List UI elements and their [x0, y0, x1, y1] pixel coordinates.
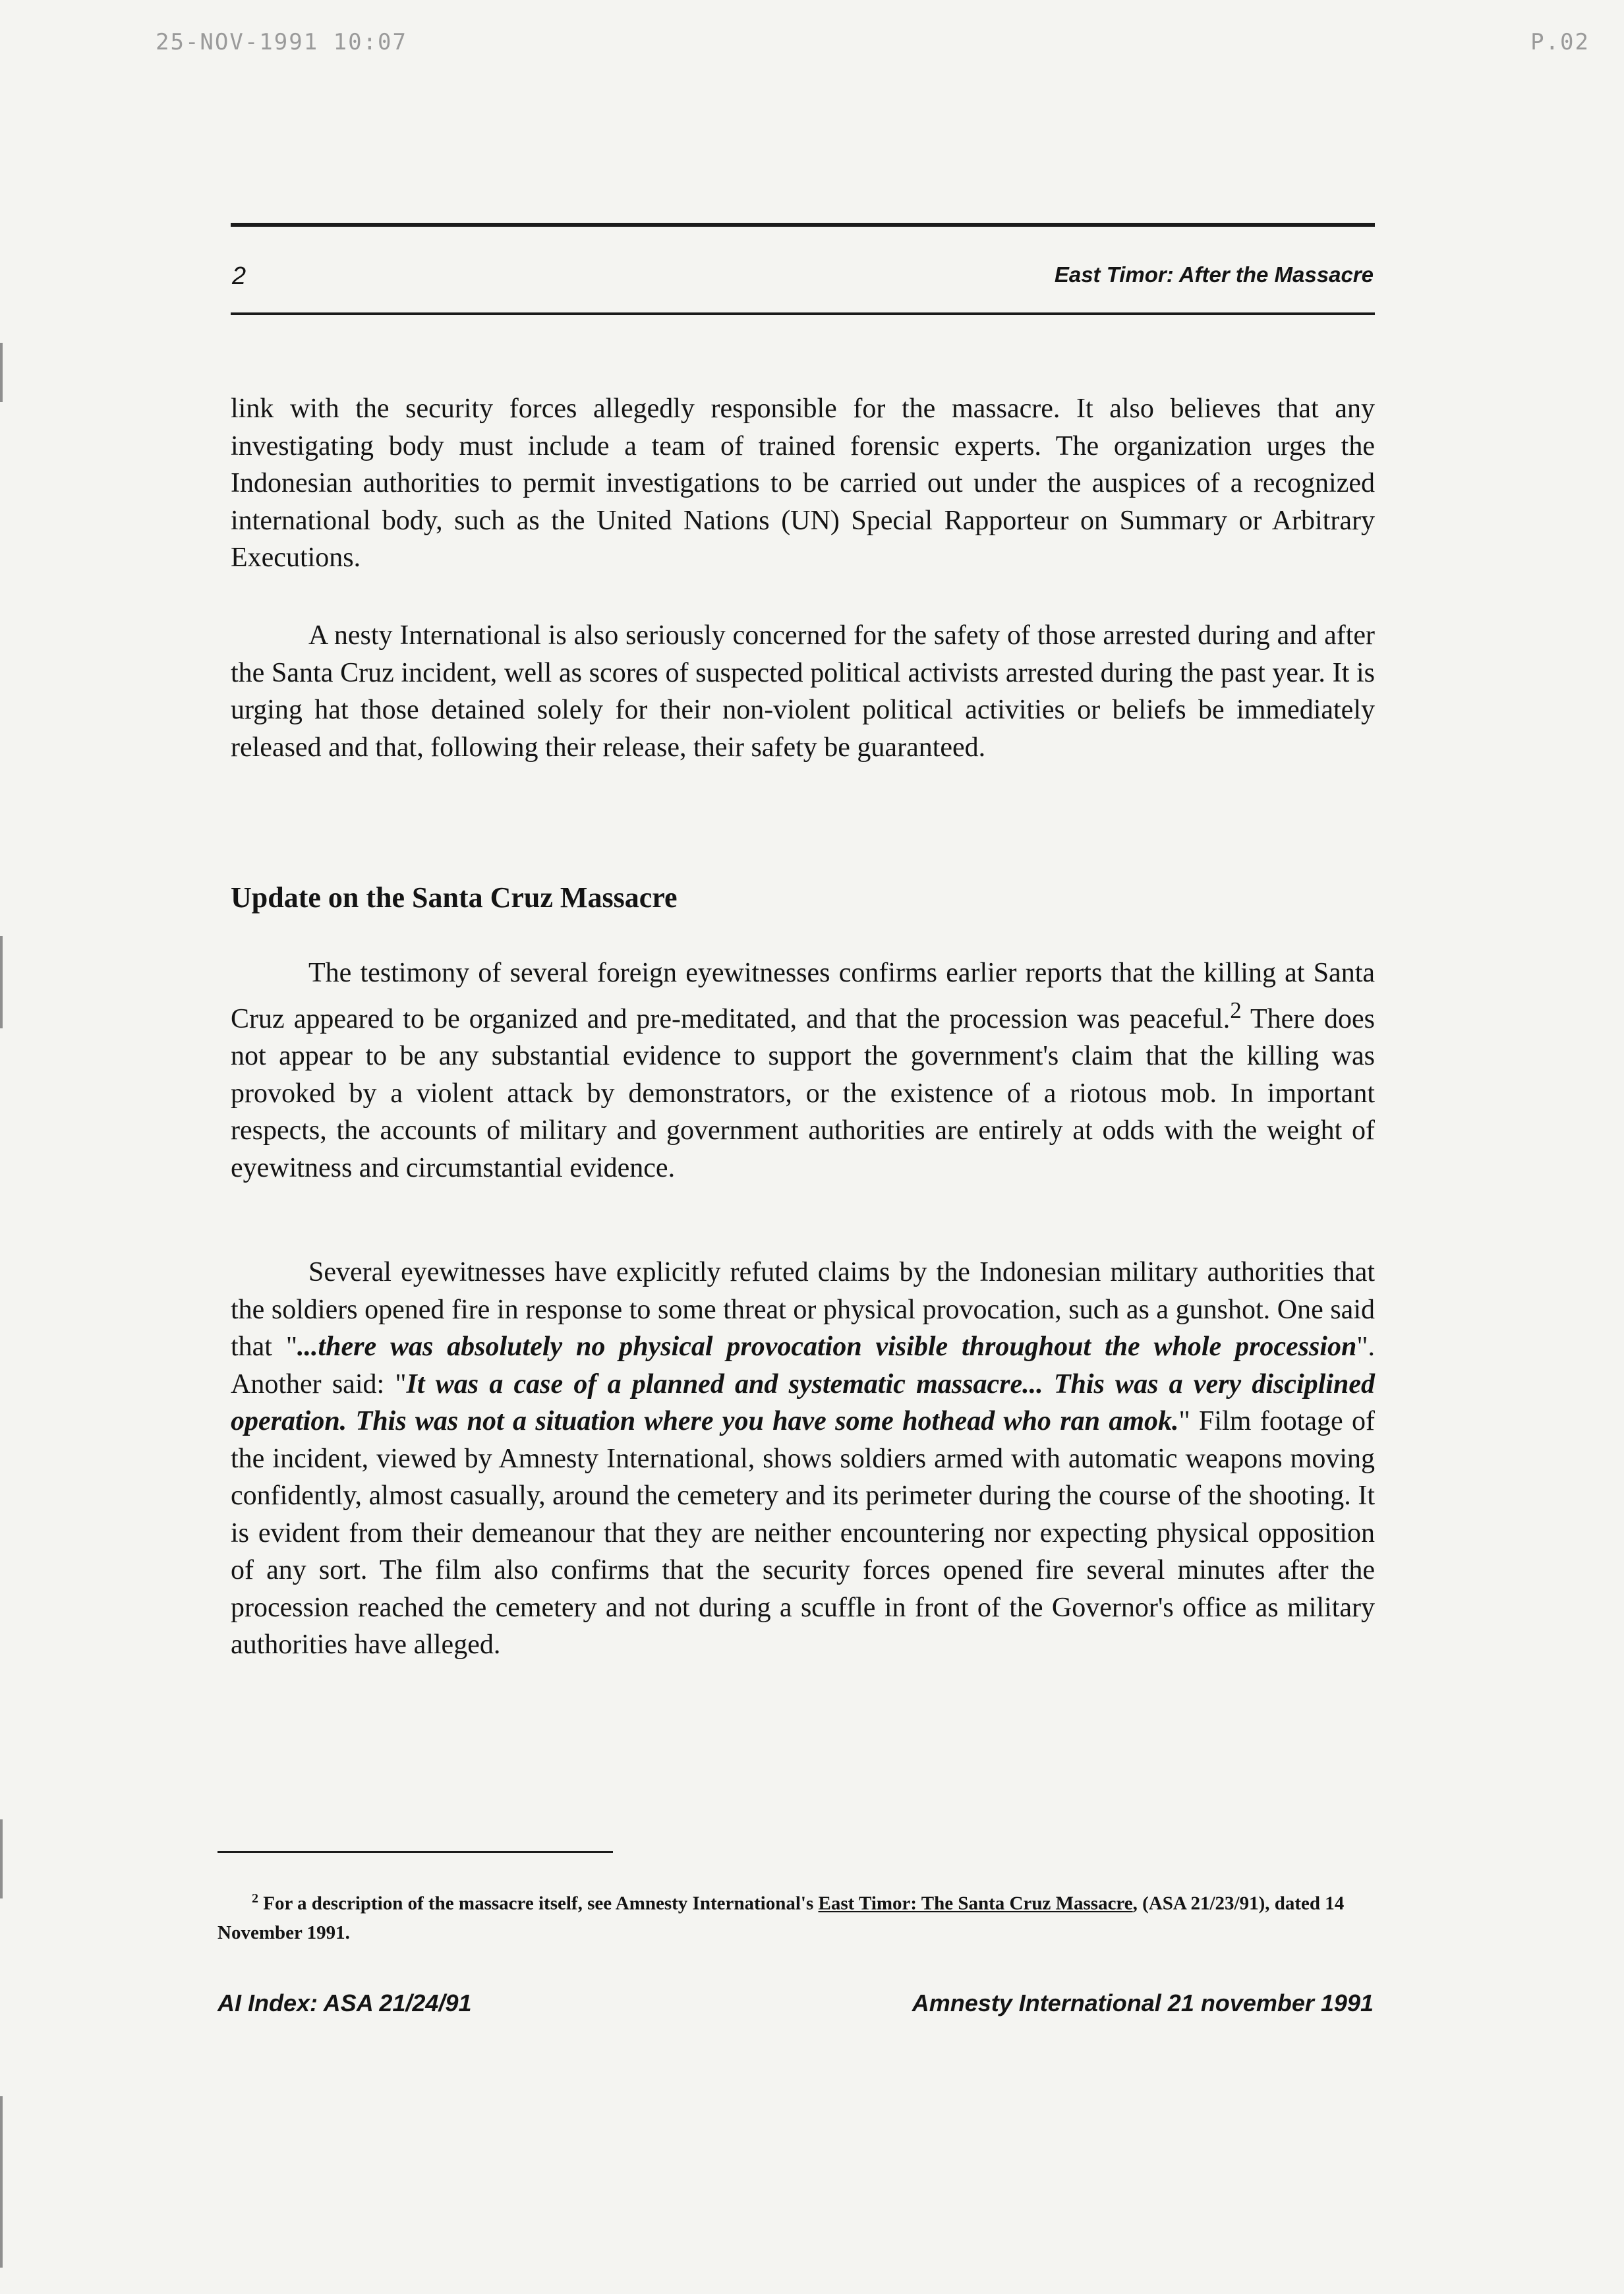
page-number: 2 [232, 262, 246, 290]
paragraph-2: A nesty International is also seriously concerned for the safety of those arrested during and after the Santa Cruz incident, well as scores of suspected political activists arrested during the past year. It is urging hat those detained solely for their non-violent political activities or beliefs be immediately released and that, following their release, their safety be guaranteed. [231, 620, 1375, 763]
paragraph-2-block [231, 617, 1375, 766]
paragraph-3-text-a: The testimony of several foreign eyewitnesses confirms earlier reports that the killing at Santa Cruz appeared to be organized and pre-meditated, and that the procession was peaceful. [231, 958, 1375, 1034]
fax-page-code: P.02 [1530, 29, 1590, 55]
paragraph-4-block [231, 1254, 1375, 1664]
paragraph-3-block [231, 955, 1375, 1187]
paragraph-1-block [231, 390, 1375, 577]
footnote-text-a: For a description of the massacre itself, see Amnesty International's [258, 1893, 819, 1914]
scan-margin-mark [0, 1819, 3, 1898]
footnote-marker: 2 [252, 1891, 258, 1906]
paragraph-3-text-b: There does not appear to be any substantial evidence to support the government's claim that the killing was provoked by a violent attack by demonstrators, or the existence of a riotous mob. In important respects, the accounts of military and government authorities are entirely at odds with the weight of eyewitness and circumstantial evidence. [231, 1003, 1376, 1183]
footnote-reference: 2 [1230, 997, 1242, 1023]
section-heading: Update on the Santa Cruz Massacre [231, 881, 678, 914]
footnote [218, 1884, 1375, 1947]
paragraph-4-text-a: Several eyewitnesses have explicitly refuted claims by the Indonesian military authorities that the soldiers opened fire in response to some threat or physical provocation, such as a gunshot. One said that " [231, 1257, 1375, 1362]
paragraph-4-text-b: ". Another said: " [231, 1332, 1375, 1399]
paragraph-4-text-c: " Film footage of the incident, viewed by Amnesty International, shows soldiers armed with automatic weapons moving confidently, almost casually, around the cemetery and its perimeter during the course of the shooting. It is evident from their demeanour that they are neither encountering nor expecting physical opposition of any sort. The film also confirms that the security forces opened fire several minutes after the procession reached the cemetery and not during a scuffle in front of the Governor's office as military authorities have alleged. [231, 1406, 1375, 1660]
scan-margin-mark [0, 936, 3, 1028]
scan-margin-mark [0, 2096, 3, 2268]
fax-timestamp: 25-NOV-1991 10:07 [156, 29, 407, 55]
footer-publisher-date: Amnesty International 21 november 1991 [912, 1989, 1374, 2016]
footnote-cited-title: East Timor: The Santa Cruz Massacre [818, 1893, 1133, 1914]
running-title: East Timor: After the Massacre [1054, 262, 1374, 287]
scan-margin-mark [0, 343, 3, 402]
header-rule-top [231, 223, 1375, 227]
eyewitness-quote-2: It was a case of a planned and systematic massacre... This was a very disciplined operation. This was not a situation where you have some hothead who ran amok. [231, 1368, 1375, 1436]
paragraph-3 [231, 955, 1375, 1187]
footnote-text-b: , (ASA 21/23/91), dated 14 November 1991. [218, 1893, 1345, 1943]
header-rule-bottom [231, 312, 1375, 315]
ai-index: AI Index: ASA 21/24/91 [218, 1989, 472, 2016]
paragraph-4 [231, 1254, 1375, 1664]
footnote-separator [218, 1851, 613, 1853]
paragraph-1: link with the security forces allegedly responsible for the massacre. It also believes that any investigating body must include a team of trained forensic experts. The organization urges the Indonesian authorities to permit investigations to be carried out under the auspices of a recognized international body, such as the United Nations (UN) Special Rapporteur on Summary or Arbitrary Executions. [231, 394, 1375, 573]
eyewitness-quote-1: ...there was absolutely no physical provocation visible throughout the whole procession [297, 1332, 1357, 1362]
